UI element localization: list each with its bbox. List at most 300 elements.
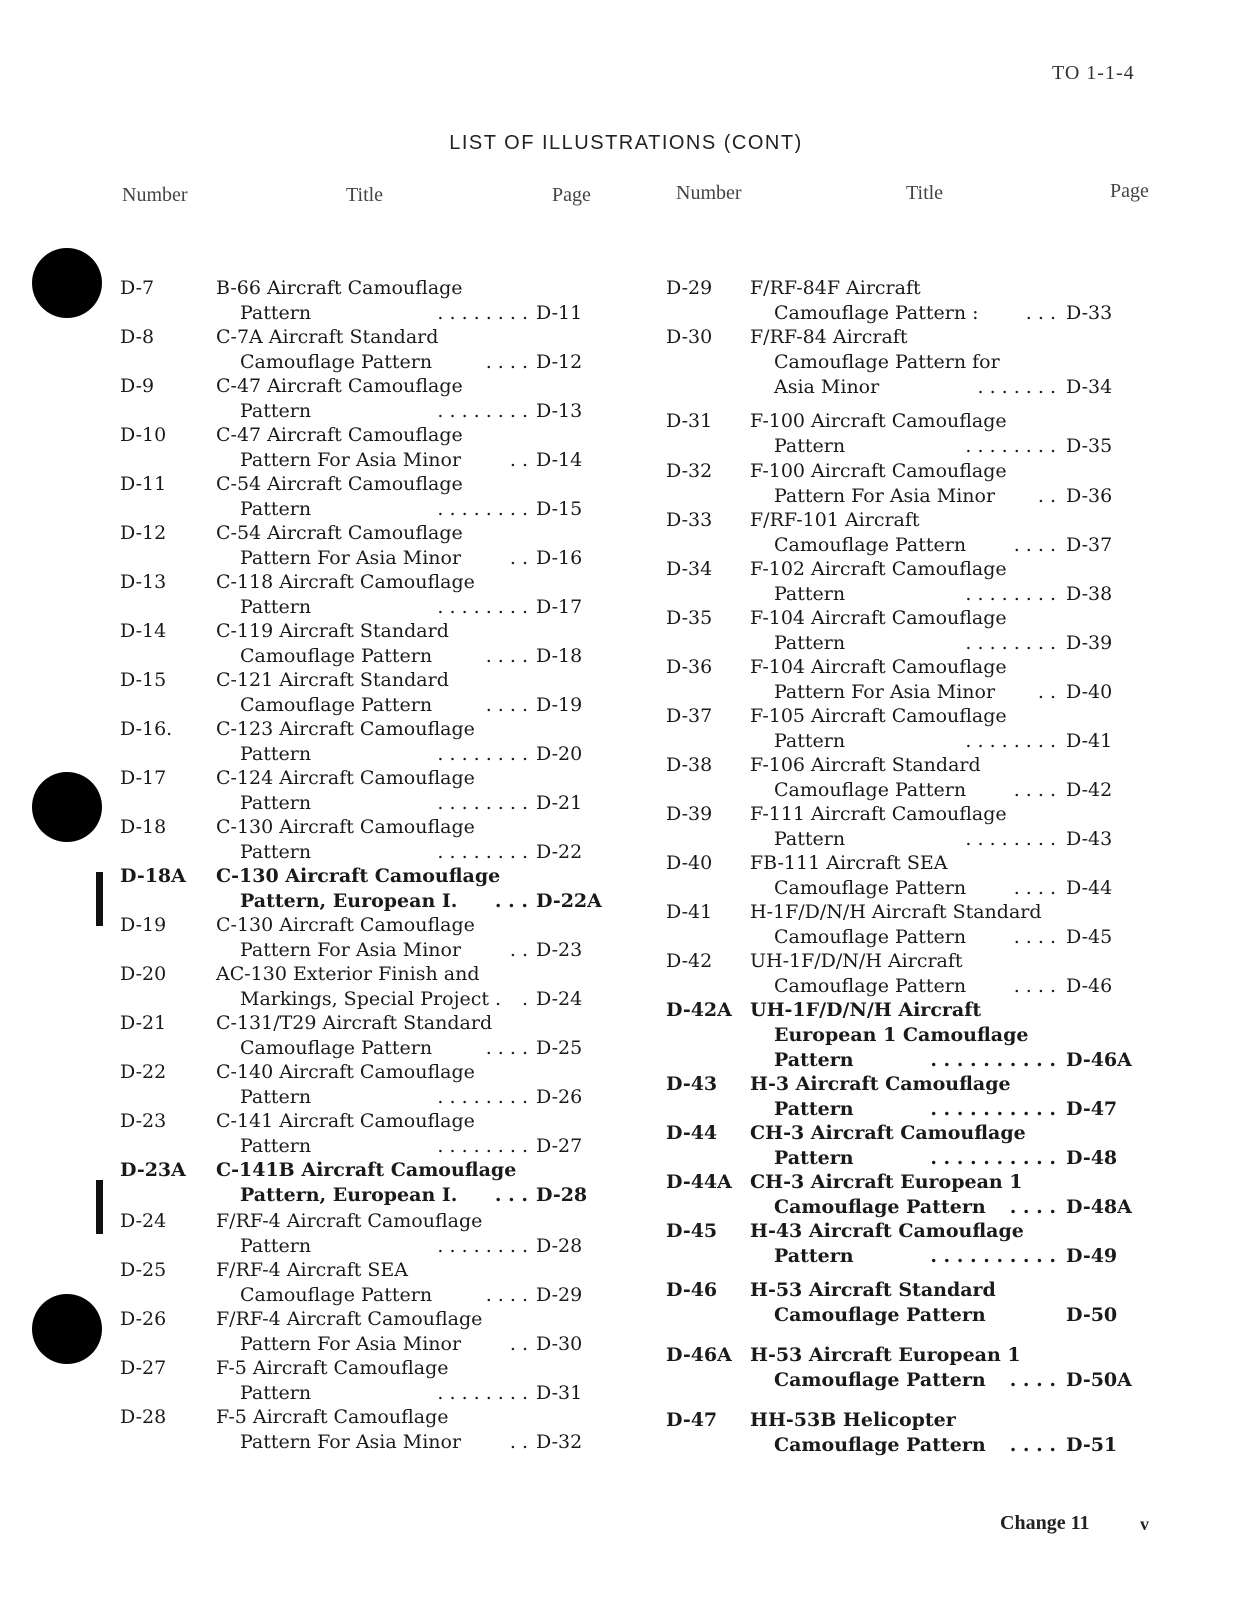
title-line: Camouflage Pattern [240, 645, 433, 667]
title-line: C-47 Aircraft Camouflage [216, 375, 463, 397]
change-number: Change 11 [1000, 1512, 1090, 1534]
figure-number: D-9 [120, 375, 155, 397]
figure-number: D-46 [666, 1279, 718, 1301]
dot-leader: . . . . [485, 1284, 528, 1306]
figure-title [216, 1258, 432, 1308]
figure-number: D-39 [666, 803, 713, 825]
dot-leader: . . . . . . . . [437, 743, 528, 765]
list-item [666, 753, 1186, 803]
figure-number: D-8 [120, 326, 155, 348]
dot-leader: . . . . [1013, 926, 1056, 948]
figure-number: D-13 [120, 571, 167, 593]
list-item [666, 900, 1186, 950]
column-header-number: Number [122, 184, 188, 206]
title-line: C-141 Aircraft Camouflage [216, 1110, 475, 1132]
list-item [120, 423, 640, 473]
figure-number: D-22 [120, 1061, 167, 1083]
figure-number: D-19 [120, 914, 167, 936]
page-reference: D-13 [536, 400, 583, 422]
list-item [120, 1109, 640, 1159]
list-item [666, 557, 1186, 607]
figure-number: D-36 [666, 656, 713, 678]
page-reference: D-22A [536, 890, 602, 912]
figure-title [216, 374, 463, 424]
figure-title [216, 815, 475, 865]
figure-number: D-27 [120, 1357, 167, 1379]
title-line: C-118 Aircraft Camouflage [216, 571, 475, 593]
figure-title [216, 570, 475, 620]
figure-number: D-31 [666, 410, 713, 432]
figure-number: D-17 [120, 767, 167, 789]
column-header-number: Number [676, 182, 742, 204]
title-line: Pattern For Asia Minor [774, 681, 996, 703]
dot-leader: . . . . [485, 645, 528, 667]
title-line: Pattern [240, 1135, 312, 1157]
page-reference: D-32 [536, 1431, 583, 1453]
list-item [120, 1258, 640, 1308]
dot-leader: . . [509, 1333, 528, 1355]
title-line: C-123 Aircraft Camouflage [216, 718, 475, 740]
figure-number: D-33 [666, 509, 713, 531]
title-line: F-5 Aircraft Camouflage [216, 1406, 449, 1428]
list-item [120, 619, 640, 669]
figure-title [216, 766, 475, 816]
title-line: Camouflage Pattern [774, 1369, 986, 1391]
figure-number: D-35 [666, 607, 713, 629]
title-line: Pattern [240, 400, 312, 422]
list-item [120, 1405, 640, 1455]
dot-leader: . . . . . . . . . . [930, 1147, 1056, 1169]
title-line: CH-3 Aircraft Camouflage [750, 1122, 1026, 1144]
dot-leader: . . . [494, 1184, 528, 1206]
dot-leader: . . . . [1013, 877, 1056, 899]
dot-leader: . . . [494, 890, 528, 912]
title-line: H-53 Aircraft Standard [750, 1279, 996, 1301]
title-line: F-102 Aircraft Camouflage [750, 558, 1007, 580]
title-line: Pattern [240, 498, 312, 520]
list-item [120, 864, 640, 914]
title-line: Pattern [240, 792, 312, 814]
title-line: Pattern [240, 1086, 312, 1108]
change-bar [96, 1180, 103, 1234]
title-line: H-3 Aircraft Camouflage [750, 1073, 1011, 1095]
list-item [666, 1121, 1186, 1171]
figure-number: D-42 [666, 950, 713, 972]
page-reference: D-47 [1066, 1098, 1118, 1120]
figure-title [216, 1060, 475, 1110]
title-line: Pattern [774, 583, 846, 605]
punch-hole [32, 772, 102, 842]
page-reference: D-30 [536, 1333, 583, 1355]
dot-leader: . . [509, 939, 528, 961]
list-item [666, 325, 1186, 400]
title-line: Pattern [774, 1098, 854, 1120]
title-line: Pattern [774, 828, 846, 850]
list-item [666, 1072, 1186, 1122]
figure-title [216, 1109, 475, 1159]
page-reference: D-27 [536, 1135, 583, 1157]
list-item [120, 325, 640, 375]
figure-title [216, 1356, 448, 1406]
page-reference: D-37 [1066, 534, 1113, 556]
page-reference: D-19 [536, 694, 583, 716]
list-item [666, 459, 1186, 509]
list-item [120, 1209, 640, 1259]
title-line: F-104 Aircraft Camouflage [750, 656, 1007, 678]
title-line: Pattern [240, 596, 312, 618]
punch-hole [32, 248, 102, 318]
figure-title [750, 900, 1042, 950]
list-item [120, 815, 640, 865]
figure-number: D-47 [666, 1409, 718, 1431]
dot-leader: . . . . [485, 1037, 528, 1059]
figure-number: D-12 [120, 522, 167, 544]
figure-number: D-44 [666, 1122, 718, 1144]
title-line: Camouflage Pattern [240, 351, 433, 373]
page-reference: D-44 [1066, 877, 1113, 899]
dot-leader: . . . . . . . . [437, 1086, 528, 1108]
figure-number: D-30 [666, 326, 713, 348]
title-line: C-121 Aircraft Standard [216, 669, 449, 691]
list-item [120, 1060, 640, 1110]
dot-leader: . . [509, 449, 528, 471]
figure-number: D-43 [666, 1073, 718, 1095]
figure-title [750, 1170, 1023, 1220]
page-reference: D-29 [536, 1284, 583, 1306]
dot-leader: . . . . [1013, 779, 1056, 801]
title-line: Camouflage Pattern [774, 1304, 986, 1326]
title-line: FB-111 Aircraft SEA [750, 852, 948, 874]
title-line: H-53 Aircraft European 1 [750, 1344, 1021, 1366]
title-line: F-100 Aircraft Camouflage [750, 460, 1007, 482]
title-line: Pattern For Asia Minor [240, 939, 462, 961]
title-line: Camouflage Pattern [240, 1284, 433, 1306]
title-line: C-140 Aircraft Camouflage [216, 1061, 475, 1083]
title-line: C-54 Aircraft Camouflage [216, 473, 463, 495]
figure-title [216, 1158, 516, 1208]
figure-title [750, 508, 966, 558]
list-item [666, 606, 1186, 656]
title-line: F/RF-4 Aircraft Camouflage [216, 1308, 483, 1330]
list-item [666, 1278, 1186, 1328]
figure-number: D-28 [120, 1406, 167, 1428]
figure-number: D-20 [120, 963, 167, 985]
list-item [666, 508, 1186, 558]
list-item [120, 1158, 640, 1208]
punch-hole [32, 1294, 102, 1364]
column-header-title: Title [346, 184, 384, 206]
figure-title [216, 325, 438, 375]
page-reference: D-41 [1066, 730, 1113, 752]
title-line: CH-3 Aircraft European 1 [750, 1171, 1023, 1193]
title-line: Pattern [240, 1235, 312, 1257]
dot-leader: . . . . . . . . . . [930, 1245, 1056, 1267]
title-line: F-105 Aircraft Camouflage [750, 705, 1007, 727]
title-line: Pattern [774, 730, 846, 752]
figure-number: D-14 [120, 620, 167, 642]
list-item [666, 802, 1186, 852]
figure-title [750, 1343, 1021, 1393]
title-line: AC-130 Exterior Finish and [216, 963, 480, 985]
figure-title [216, 472, 463, 522]
column-header-page: Page [552, 184, 591, 206]
dot-leader: . . [1037, 485, 1056, 507]
page-reference: D-35 [1066, 435, 1113, 457]
list-item [666, 1343, 1186, 1393]
list-item [120, 521, 640, 571]
figure-title [750, 276, 979, 326]
title-line: Pattern For Asia Minor [240, 449, 462, 471]
list-item [666, 276, 1186, 326]
title-line: F-111 Aircraft Camouflage [750, 803, 1007, 825]
dot-leader: . . . . . . . . [437, 596, 528, 618]
figure-number: D-37 [666, 705, 713, 727]
title-line: C-130 Aircraft Camouflage [216, 865, 501, 887]
title-line: F/RF-101 Aircraft [750, 509, 920, 531]
title-line: Camouflage Pattern [774, 1196, 986, 1218]
dot-leader: . . . . . . . . [437, 1135, 528, 1157]
title-line: Camouflage Pattern [774, 975, 967, 997]
title-line: Pattern [774, 1049, 854, 1071]
figure-title [216, 423, 463, 473]
dot-leader: . . . [1025, 302, 1056, 324]
title-line: European 1 Camouflage [774, 1024, 1029, 1046]
dot-leader: . . . . . . . . [437, 400, 528, 422]
dot-leader: . . . . . . . . [965, 583, 1056, 605]
list-item [120, 570, 640, 620]
title-line: Pattern [240, 743, 312, 765]
title-line: F-100 Aircraft Camouflage [750, 410, 1007, 432]
figure-title [216, 521, 463, 571]
list-item [666, 1170, 1186, 1220]
dot-leader: . . . . [1013, 534, 1056, 556]
page-reference: D-48 [1066, 1147, 1118, 1169]
page-reference: D-50 [1066, 1304, 1118, 1326]
page-reference: D-15 [536, 498, 583, 520]
dot-leader: . . . . . . . . [437, 302, 528, 324]
title-line: Pattern [240, 841, 312, 863]
title-line: F/RF-84F Aircraft [750, 277, 921, 299]
title-line: Pattern [774, 1245, 854, 1267]
page-reference: D-25 [536, 1037, 583, 1059]
figure-number: D-21 [120, 1012, 167, 1034]
title-line: C-130 Aircraft Camouflage [216, 816, 475, 838]
title-line: F-5 Aircraft Camouflage [216, 1357, 449, 1379]
page-reference: D-50A [1066, 1369, 1132, 1391]
figure-title [216, 276, 463, 326]
figure-number: D-32 [666, 460, 713, 482]
dot-leader: . . . . . . . . [965, 435, 1056, 457]
title-line: H-43 Aircraft Camouflage [750, 1220, 1024, 1242]
page-reference: D-28 [536, 1235, 583, 1257]
title-line: Markings, Special Project . [240, 988, 502, 1010]
page-reference: D-17 [536, 596, 583, 618]
page-reference: D-26 [536, 1086, 583, 1108]
title-line: Camouflage Pattern for [774, 351, 1000, 373]
page-reference: D-20 [536, 743, 583, 765]
dot-leader: . . . . . . . . [437, 841, 528, 863]
figure-number: D-16. [120, 718, 173, 740]
title-line: B-66 Aircraft Camouflage [216, 277, 463, 299]
figure-title [216, 1011, 492, 1061]
page-reference: D-24 [536, 988, 583, 1010]
title-line: C-54 Aircraft Camouflage [216, 522, 463, 544]
figure-number: D-38 [666, 754, 713, 776]
title-line: F/RF-4 Aircraft Camouflage [216, 1210, 483, 1232]
title-line: Pattern [774, 632, 846, 654]
dot-leader: . . . . [1009, 1434, 1056, 1456]
title-line: UH-1F/D/N/H Aircraft [750, 950, 963, 972]
dot-leader: . . . . . . . . [965, 632, 1056, 654]
figure-title [216, 1307, 482, 1357]
list-item [120, 276, 640, 326]
list-item [666, 409, 1186, 459]
dot-leader: . . . . . . . . [437, 1235, 528, 1257]
dot-leader: . . . . . . . . . . [930, 1098, 1056, 1120]
dot-leader: . . . . [485, 351, 528, 373]
title-line: Camouflage Pattern : [774, 302, 979, 324]
list-item [120, 717, 640, 767]
title-line: Pattern [774, 435, 846, 457]
list-item [120, 1011, 640, 1061]
list-item [666, 949, 1186, 999]
dot-leader: . . . . . . . . [965, 730, 1056, 752]
page-reference: D-42 [1066, 779, 1113, 801]
figure-number: D-44A [666, 1171, 732, 1193]
dot-leader: . . . . . . . [977, 376, 1056, 398]
page-reference: D-51 [1066, 1434, 1118, 1456]
figure-number: D-34 [666, 558, 713, 580]
title-line: C-130 Aircraft Camouflage [216, 914, 475, 936]
title-line: Pattern For Asia Minor [240, 1431, 462, 1453]
page-reference: D-46A [1066, 1049, 1132, 1071]
title-line: C-124 Aircraft Camouflage [216, 767, 475, 789]
dot-leader: . . . . [485, 694, 528, 716]
figure-title [216, 864, 500, 914]
title-line: Camouflage Pattern [774, 1434, 986, 1456]
figure-title [750, 459, 1007, 509]
list-item [666, 1408, 1186, 1458]
dot-leader: . . [1037, 681, 1056, 703]
page-reference: D-43 [1066, 828, 1113, 850]
list-item [120, 1307, 640, 1357]
dot-leader: . [521, 988, 528, 1010]
page-number: v [1140, 1514, 1149, 1534]
title-line: C-119 Aircraft Standard [216, 620, 449, 642]
page-reference: D-49 [1066, 1245, 1118, 1267]
figure-number: D-45 [666, 1220, 718, 1242]
figure-title [750, 1278, 996, 1328]
figure-number: D-40 [666, 852, 713, 874]
page-reference: D-23 [536, 939, 583, 961]
figure-number: D-25 [120, 1259, 167, 1281]
page-title: LIST OF ILLUSTRATIONS (CONT) [449, 132, 803, 154]
figure-title [216, 962, 501, 1012]
page-reference: D-14 [536, 449, 583, 471]
title-line: Pattern, European I. [240, 1184, 458, 1206]
figure-title [750, 753, 981, 803]
list-item [666, 1219, 1186, 1269]
list-item [120, 472, 640, 522]
dot-leader: . . . . . . . . [437, 498, 528, 520]
title-line: Pattern, European I. [240, 890, 458, 912]
figure-number: D-18A [120, 865, 186, 887]
list-item [666, 655, 1186, 705]
list-item [120, 374, 640, 424]
figure-number: D-23A [120, 1159, 186, 1181]
title-line: C-7A Aircraft Standard [216, 326, 439, 348]
page-reference: D-31 [536, 1382, 583, 1404]
figure-number: D-29 [666, 277, 713, 299]
list-item [120, 1356, 640, 1406]
title-line: F/RF-84 Aircraft [750, 326, 908, 348]
dot-leader: . . . . . . . . [965, 828, 1056, 850]
title-line: Camouflage Pattern [240, 1037, 433, 1059]
dot-leader: . . . . [1009, 1196, 1056, 1218]
page-reference: D-33 [1066, 302, 1113, 324]
document-id: TO 1-1-4 [1052, 62, 1135, 84]
title-line: F-104 Aircraft Camouflage [750, 607, 1007, 629]
figure-number: D-42A [666, 999, 732, 1021]
figure-title [216, 1405, 461, 1455]
figure-title [750, 1408, 986, 1458]
title-line: Pattern For Asia Minor [774, 485, 996, 507]
figure-title [216, 619, 449, 669]
title-line: Camouflage Pattern [240, 694, 433, 716]
title-line: Camouflage Pattern [774, 877, 967, 899]
list-item [120, 766, 640, 816]
dot-leader: . . . . . . . . [437, 1382, 528, 1404]
list-item [666, 704, 1186, 754]
figure-number: D-26 [120, 1308, 167, 1330]
page-reference: D-28 [536, 1184, 588, 1206]
title-line: Camouflage Pattern [774, 926, 967, 948]
title-line: UH-1F/D/N/H Aircraft [750, 999, 982, 1021]
figure-title [750, 949, 966, 999]
figure-number: D-11 [120, 473, 167, 495]
page-reference: D-34 [1066, 376, 1113, 398]
page-reference: D-12 [536, 351, 583, 373]
page-reference: D-46 [1066, 975, 1113, 997]
title-line: C-141B Aircraft Camouflage [216, 1159, 517, 1181]
figure-number: D-18 [120, 816, 167, 838]
dot-leader: . . . . [1013, 975, 1056, 997]
title-line: F/RF-4 Aircraft SEA [216, 1259, 409, 1281]
dot-leader: . . [509, 547, 528, 569]
list-item [120, 913, 640, 963]
figure-title [750, 655, 1007, 705]
page-reference: D-45 [1066, 926, 1113, 948]
figure-title [216, 668, 449, 718]
title-line: Camouflage Pattern [774, 534, 967, 556]
title-line: HH-53B Helicopter [750, 1409, 956, 1431]
figure-number: D-46A [666, 1344, 732, 1366]
dot-leader: . . [509, 1431, 528, 1453]
page-reference: D-39 [1066, 632, 1113, 654]
page-reference: D-16 [536, 547, 583, 569]
change-bar [96, 872, 103, 926]
dot-leader: . . . . [1009, 1369, 1056, 1391]
list-item [120, 962, 640, 1012]
title-line: F-106 Aircraft Standard [750, 754, 981, 776]
title-line: Camouflage Pattern [774, 779, 967, 801]
title-line: Asia Minor [774, 376, 880, 398]
figure-title [216, 913, 475, 963]
title-line: C-47 Aircraft Camouflage [216, 424, 463, 446]
title-line: Pattern [240, 1382, 312, 1404]
figure-title [216, 717, 475, 767]
column-header-title: Title [906, 182, 944, 204]
